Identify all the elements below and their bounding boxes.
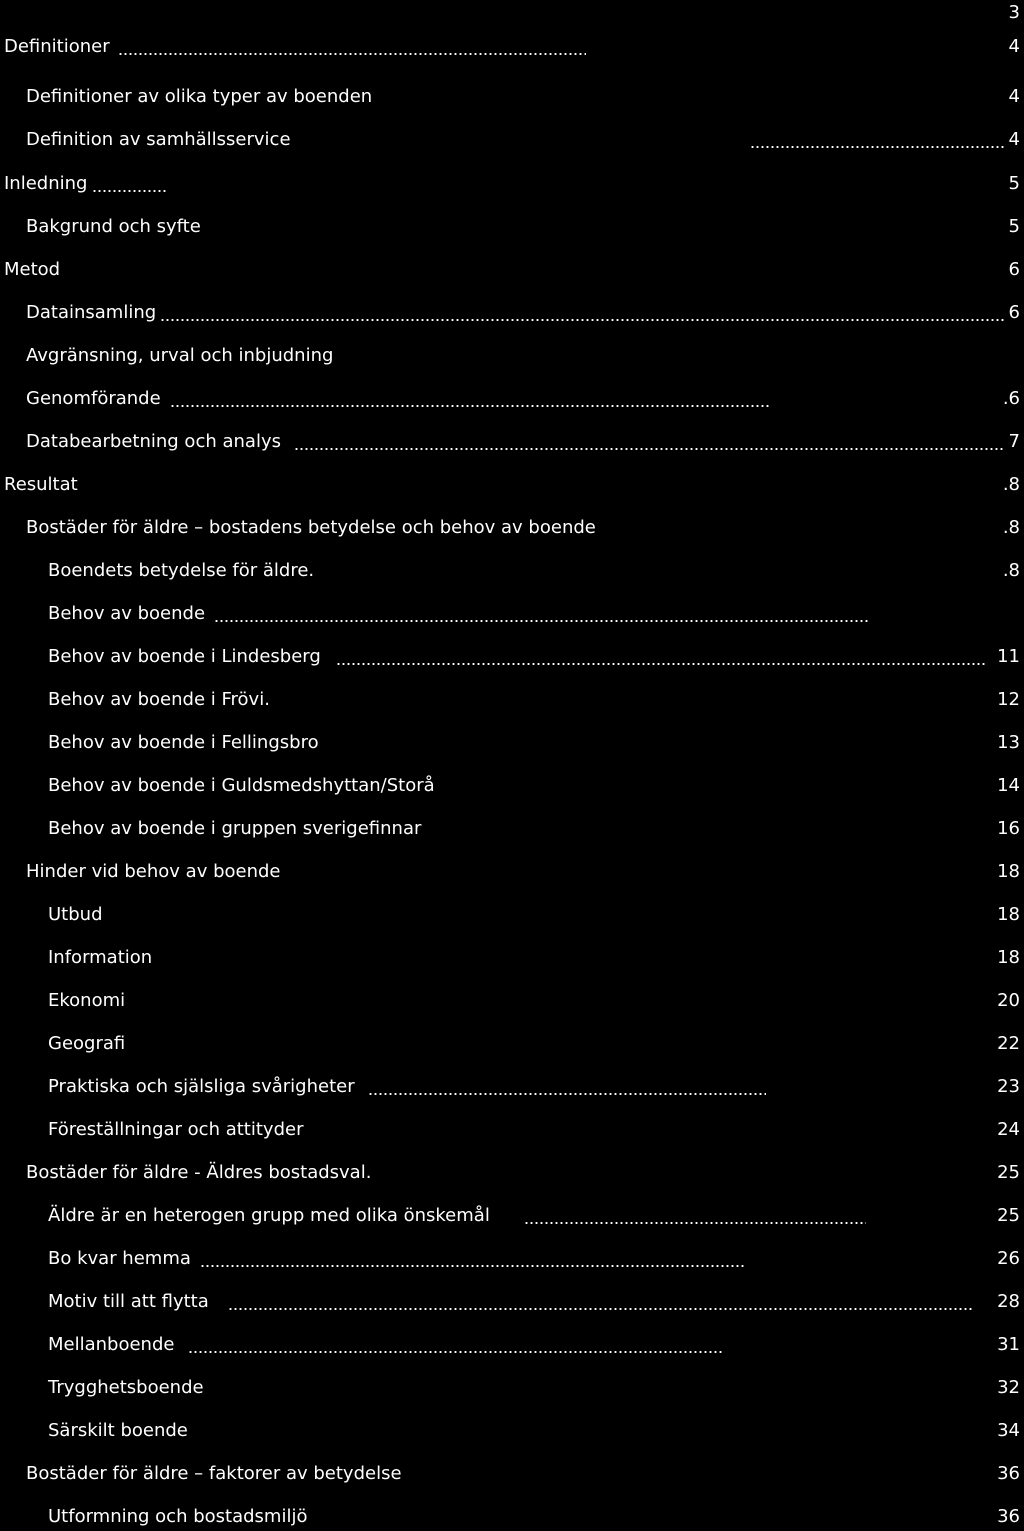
toc-entry-page-number: 18	[997, 861, 1020, 882]
toc-entry-page-number: 28	[997, 1291, 1020, 1312]
toc-entry-title: Utbud	[48, 904, 103, 925]
toc-entry-page-number: 34	[997, 1420, 1020, 1441]
dot-leader	[92, 170, 168, 198]
toc-entry-page-number: 36	[997, 1506, 1020, 1527]
toc-entry-page-number: 7	[1008, 431, 1020, 452]
toc-entry-page-number: 31	[997, 1334, 1020, 1355]
toc-entry[interactable]	[0, 1245, 1024, 1273]
toc-entry-title: Genomförande	[26, 388, 161, 409]
toc-entry-page-number: .8	[1002, 517, 1020, 538]
toc-entry-page-number: 5	[1008, 216, 1020, 237]
dot-leader	[118, 33, 586, 61]
toc-entry[interactable]	[0, 1503, 1024, 1531]
toc-entry[interactable]	[0, 944, 1024, 972]
toc-entry-title: Geografi	[48, 1033, 126, 1054]
toc-entry-page-number: .8	[1002, 560, 1020, 581]
toc-entry-title: Bostäder för äldre – bostadens betydelse och behov av boende	[26, 517, 596, 538]
toc-entry[interactable]	[0, 213, 1024, 241]
toc-entry[interactable]	[0, 1374, 1024, 1402]
toc-entry-title: Behov av boende i Lindesberg	[48, 646, 321, 667]
toc-entry-title: Inledning	[4, 173, 88, 194]
toc-entry-title: Resultat	[4, 474, 78, 495]
toc-entry[interactable]	[0, 1288, 1024, 1316]
toc-entry[interactable]	[0, 1073, 1024, 1101]
dot-leader	[336, 643, 986, 671]
toc-entry[interactable]	[0, 815, 1024, 843]
toc-entry-title: Praktiska och själsliga svårigheter	[48, 1076, 355, 1097]
toc-entry[interactable]	[0, 858, 1024, 886]
dot-leader	[214, 600, 868, 628]
toc-entry-title: Bo kvar hemma	[48, 1248, 191, 1269]
toc-entry-title: Mellanboende	[48, 1334, 175, 1355]
toc-entry-page-number: 12	[997, 689, 1020, 710]
dot-leader	[228, 1288, 972, 1316]
toc-entry-title: Definitioner	[4, 36, 110, 57]
toc-entry-page-number: 36	[997, 1463, 1020, 1484]
dot-leader	[188, 1331, 724, 1359]
toc-entry[interactable]	[0, 385, 1024, 413]
toc-entry[interactable]	[0, 33, 1024, 61]
toc-entry-title: Ekonomi	[48, 990, 126, 1011]
toc-entry[interactable]	[0, 83, 1024, 111]
toc-entry[interactable]	[0, 471, 1024, 499]
toc-entry-page-number: 26	[997, 1248, 1020, 1269]
toc-entry[interactable]	[0, 299, 1024, 327]
toc-entry-title: Behov av boende	[48, 603, 206, 624]
toc-entry-title: Bostäder för äldre - Äldres bostadsval.	[26, 1162, 372, 1183]
toc-entry-page-number: 13	[997, 732, 1020, 753]
toc-entry-page-number: 16	[997, 818, 1020, 839]
toc-entry-page-number: .8	[1002, 474, 1020, 495]
toc-entry-page-number: 22	[997, 1033, 1020, 1054]
toc-entry-title: Behov av boende i gruppen sverigefinnar	[48, 818, 422, 839]
toc-entry-title: Utformning och bostadsmiljö	[48, 1506, 308, 1527]
toc-entry-title: Metod	[4, 259, 61, 280]
toc-entry[interactable]	[0, 1116, 1024, 1144]
toc-entry-page-number: 25	[997, 1162, 1020, 1183]
toc-entry-title: Behov av boende i Guldsmedshyttan/Storå	[48, 775, 435, 796]
toc-entry-title: Behov av boende i Frövi.	[48, 689, 270, 710]
toc-entry-title: Särskilt boende	[48, 1420, 188, 1441]
toc-entry[interactable]	[0, 256, 1024, 284]
toc-entry-page-number: 18	[997, 947, 1020, 968]
toc-entry[interactable]	[0, 643, 1024, 671]
toc-entry-title: Trygghetsboende	[48, 1377, 204, 1398]
toc-entry-title: Bakgrund och syfte	[26, 216, 201, 237]
dot-leader	[368, 1073, 766, 1101]
toc-entry-title: Information	[48, 947, 153, 968]
toc-entry-page-number: 11	[997, 646, 1020, 667]
toc-entry[interactable]	[0, 1331, 1024, 1359]
toc-entry-page-number: 23	[997, 1076, 1020, 1097]
toc-entry-title: Föreställningar och attityder	[48, 1119, 304, 1140]
toc-entry[interactable]	[0, 1460, 1024, 1488]
toc-entry-title: Avgränsning, urval och inbjudning	[26, 345, 334, 366]
toc-entry-title: Definitioner av olika typer av boenden	[26, 86, 373, 107]
toc-entry-title: Databearbetning och analys	[26, 431, 281, 452]
toc-entry[interactable]	[0, 1030, 1024, 1058]
toc-entry[interactable]	[0, 342, 1024, 370]
toc-entry-title: Äldre är en heterogen grupp med olika önskemål	[48, 1205, 490, 1226]
toc-entry[interactable]	[0, 1202, 1024, 1230]
page-number: 3	[1008, 2, 1020, 23]
toc-entry[interactable]	[0, 901, 1024, 929]
toc-entry-page-number: 14	[997, 775, 1020, 796]
dot-leader	[750, 126, 1006, 154]
dot-leader	[170, 385, 770, 413]
toc-entry-page-number: 5	[1008, 173, 1020, 194]
toc-entry-page-number: .6	[1002, 388, 1020, 409]
toc-entry-page-number: 25	[997, 1205, 1020, 1226]
toc-entry[interactable]	[0, 600, 1024, 628]
toc-entry[interactable]	[0, 686, 1024, 714]
toc-entry[interactable]	[0, 987, 1024, 1015]
toc-entry-title: Motiv till att flytta	[48, 1291, 209, 1312]
toc-entry-page-number: 6	[1008, 259, 1020, 280]
toc-entry-title: Datainsamling	[26, 302, 157, 323]
toc-entry-page-number: 18	[997, 904, 1020, 925]
toc-entry-title: Definition av samhällsservice	[26, 129, 291, 150]
toc-entry-title: Bostäder för äldre – faktorer av betydelse	[26, 1463, 402, 1484]
toc-entry-title: Boendets betydelse för äldre.	[48, 560, 315, 581]
toc-entry[interactable]	[0, 557, 1024, 585]
toc-entry-page-number: 20	[997, 990, 1020, 1011]
dot-leader	[200, 1245, 746, 1273]
toc-entry-page-number: 4	[1008, 36, 1020, 57]
dot-leader	[294, 428, 1004, 456]
toc-entry-title: Hinder vid behov av boende	[26, 861, 281, 882]
toc-entry[interactable]	[0, 1417, 1024, 1445]
toc-entry-page-number: 4	[1008, 129, 1020, 150]
toc-entry-page-number: 4	[1008, 86, 1020, 107]
dot-leader	[524, 1202, 866, 1230]
toc-entry-page-number: 6	[1008, 302, 1020, 323]
toc-entry[interactable]	[0, 772, 1024, 800]
dot-leader	[160, 299, 1004, 327]
toc-entry[interactable]	[0, 1159, 1024, 1187]
toc-entry-page-number: 24	[997, 1119, 1020, 1140]
toc-entry[interactable]	[0, 126, 1024, 154]
toc-entry[interactable]	[0, 514, 1024, 542]
toc-entry[interactable]	[0, 170, 1024, 198]
toc-entry[interactable]	[0, 729, 1024, 757]
toc-entry-page-number: 32	[997, 1377, 1020, 1398]
toc-entry-title: Behov av boende i Fellingsbro	[48, 732, 319, 753]
toc-entry[interactable]	[0, 428, 1024, 456]
